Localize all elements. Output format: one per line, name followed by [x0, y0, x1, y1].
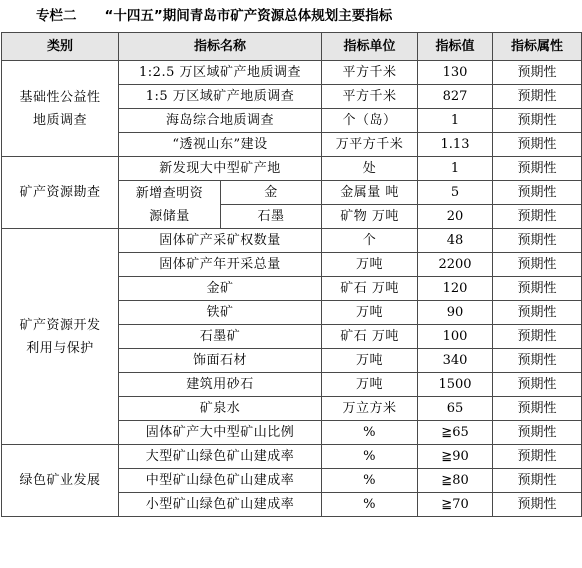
indicator-attribute: 预期性: [493, 325, 582, 349]
indicator-value: 130: [418, 61, 493, 85]
title-prefix: 专栏二: [36, 8, 77, 24]
indicator-name: 金: [221, 181, 322, 205]
indicator-unit: 矿物 万吨: [322, 205, 418, 229]
indicator-value: 1: [418, 157, 493, 181]
indicator-name: 建筑用砂石: [119, 373, 322, 397]
indicator-attribute: 预期性: [493, 493, 582, 517]
indicator-unit: %: [322, 421, 418, 445]
indicator-unit: 万吨: [322, 301, 418, 325]
indicator-table: [1, 32, 582, 517]
indicator-unit: 个（岛）: [322, 109, 418, 133]
indicator-value: 65: [418, 397, 493, 421]
indicator-name: 固体矿产采矿权数量: [119, 229, 322, 253]
indicator-name: 1:2.5 万区域矿产地质调查: [119, 61, 322, 85]
indicator-name: 大型矿山绿色矿山建成率: [119, 445, 322, 469]
header-attribute: 指标属性: [493, 33, 582, 61]
indicator-value: 340: [418, 349, 493, 373]
indicator-attribute: 预期性: [493, 397, 582, 421]
indicator-value: 1500: [418, 373, 493, 397]
indicator-value: 48: [418, 229, 493, 253]
indicator-name: 固体矿产年开采总量: [119, 253, 322, 277]
indicator-unit: %: [322, 445, 418, 469]
indicator-value: 5: [418, 181, 493, 205]
indicator-value: 20: [418, 205, 493, 229]
indicator-attribute: 预期性: [493, 301, 582, 325]
indicator-name: 新发现大中型矿产地: [119, 157, 322, 181]
indicator-name: 饰面石材: [119, 349, 322, 373]
indicator-attribute: 预期性: [493, 277, 582, 301]
title-text: “十四五”期间青岛市矿产资源总体规划主要指标: [104, 8, 393, 24]
indicator-attribute: 预期性: [493, 229, 582, 253]
header-value: 指标值: [418, 33, 493, 61]
category-cell: 基础性公益性 地质调查: [2, 61, 119, 157]
indicator-attribute: 预期性: [493, 349, 582, 373]
header-unit: 指标单位: [322, 33, 418, 61]
indicator-name: 小型矿山绿色矿山建成率: [119, 493, 322, 517]
table-row: [2, 61, 582, 85]
indicator-name: 铁矿: [119, 301, 322, 325]
indicator-attribute: 预期性: [493, 205, 582, 229]
indicator-attribute: 预期性: [493, 181, 582, 205]
indicator-attribute: 预期性: [493, 85, 582, 109]
category-cell: 矿产资源勘查: [2, 157, 119, 229]
indicator-unit: %: [322, 493, 418, 517]
indicator-attribute: 预期性: [493, 469, 582, 493]
indicator-value: 2200: [418, 253, 493, 277]
indicator-unit: 个: [322, 229, 418, 253]
indicator-unit: 万吨: [322, 349, 418, 373]
table-row: [2, 445, 582, 469]
table-row: [2, 157, 582, 181]
indicator-attribute: 预期性: [493, 157, 582, 181]
indicator-unit: 万吨: [322, 253, 418, 277]
indicator-unit: %: [322, 469, 418, 493]
indicator-unit: 平方千米: [322, 61, 418, 85]
table-title: [0, 0, 582, 32]
indicator-name: “透视山东”建设: [119, 133, 322, 157]
indicator-name: 海岛综合地质调查: [119, 109, 322, 133]
indicator-attribute: 预期性: [493, 253, 582, 277]
indicator-name: 中型矿山绿色矿山建成率: [119, 469, 322, 493]
indicator-unit: 万立方米: [322, 397, 418, 421]
indicator-name: 石墨矿: [119, 325, 322, 349]
indicator-unit: 矿石 万吨: [322, 325, 418, 349]
indicator-value: ≧90: [418, 445, 493, 469]
indicator-value: ≧80: [418, 469, 493, 493]
indicator-value: ≧70: [418, 493, 493, 517]
table-row: [2, 229, 582, 253]
indicator-attribute: 预期性: [493, 133, 582, 157]
indicator-unit: 平方千米: [322, 85, 418, 109]
header-category: 类别: [2, 33, 119, 61]
indicator-unit: 万平方千米: [322, 133, 418, 157]
indicator-unit: 处: [322, 157, 418, 181]
indicator-name: 矿泉水: [119, 397, 322, 421]
indicator-value: 827: [418, 85, 493, 109]
indicator-value: ≧65: [418, 421, 493, 445]
indicator-name: 1:5 万区域矿产地质调查: [119, 85, 322, 109]
indicator-value: 1.13: [418, 133, 493, 157]
subgroup-cell: 新增查明资 源储量: [119, 181, 221, 229]
indicator-value: 100: [418, 325, 493, 349]
indicator-attribute: 预期性: [493, 61, 582, 85]
indicator-name: 固体矿产大中型矿山比例: [119, 421, 322, 445]
indicator-name: 石墨: [221, 205, 322, 229]
indicator-value: 1: [418, 109, 493, 133]
header-row: [2, 33, 582, 61]
indicator-attribute: 预期性: [493, 373, 582, 397]
indicator-attribute: 预期性: [493, 421, 582, 445]
category-cell: 矿产资源开发 利用与保护: [2, 229, 119, 445]
indicator-attribute: 预期性: [493, 109, 582, 133]
indicator-value: 90: [418, 301, 493, 325]
indicator-name: 金矿: [119, 277, 322, 301]
indicator-value: 120: [418, 277, 493, 301]
indicator-unit: 金属量 吨: [322, 181, 418, 205]
indicator-unit: 万吨: [322, 373, 418, 397]
category-cell: 绿色矿业发展: [2, 445, 119, 517]
header-name: 指标名称: [119, 33, 322, 61]
indicator-unit: 矿石 万吨: [322, 277, 418, 301]
indicator-attribute: 预期性: [493, 445, 582, 469]
